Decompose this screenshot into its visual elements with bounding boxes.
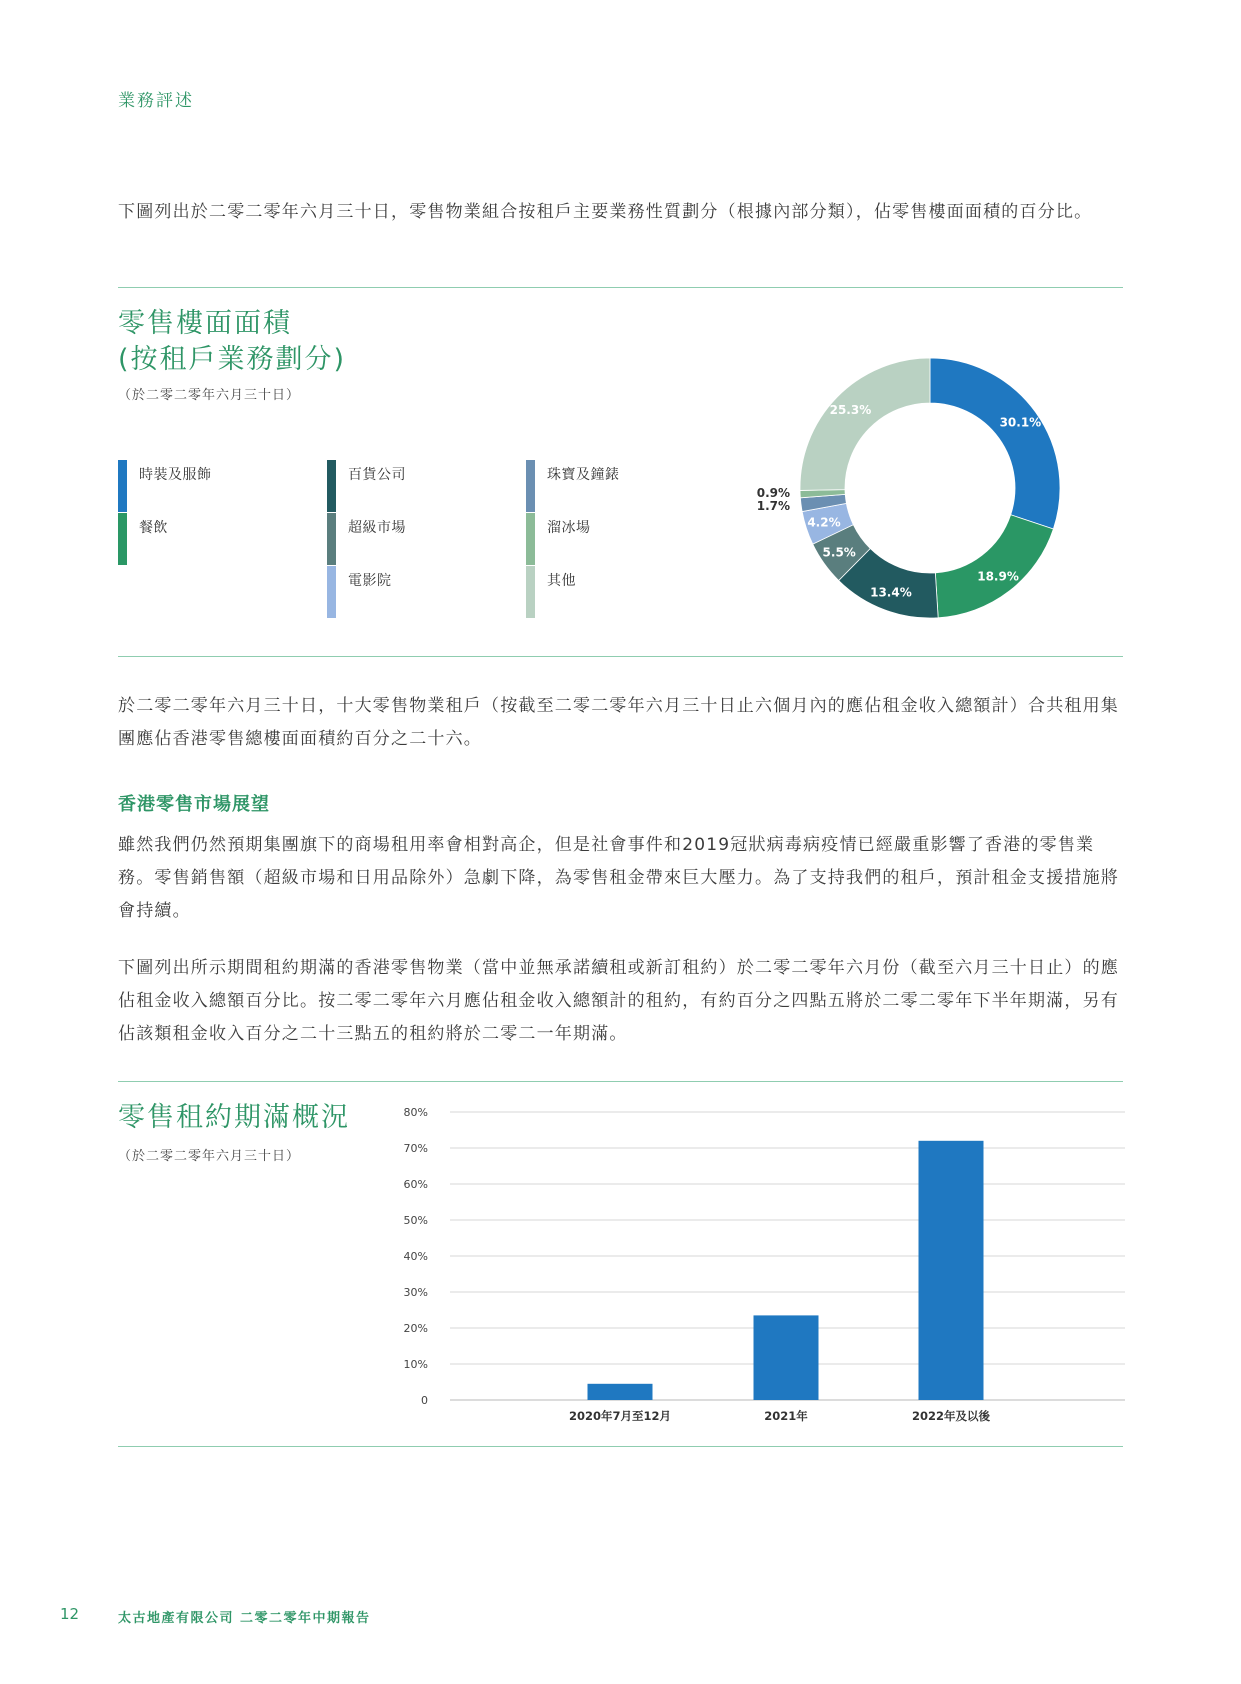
legend-label: 電影院 (348, 573, 392, 589)
y-tick-label: 50% (403, 1214, 428, 1227)
divider-bar-bottom (118, 1446, 1123, 1447)
donut-title-line2: (按租戶業務劃分) (118, 344, 347, 375)
y-tick-label: 30% (403, 1286, 428, 1299)
donut-slice-label: 18.9% (977, 569, 1019, 584)
y-tick-label: 60% (403, 1178, 428, 1191)
donut-title-line1: 零售樓面面積 (118, 308, 292, 339)
legend-label: 時裝及服飾 (139, 467, 212, 483)
donut-slice (935, 515, 1053, 618)
donut-slice (930, 358, 1060, 529)
footer-text: 太古地產有限公司 二零二零年中期報告 (118, 1611, 371, 1626)
donut-title (118, 306, 346, 378)
bar (919, 1141, 984, 1400)
x-tick-label: 2021年 (764, 1409, 808, 1423)
legend-label: 溜冰場 (547, 520, 591, 536)
legend-swatch (118, 460, 127, 512)
y-tick-label: 10% (403, 1358, 428, 1371)
bar-title: 零售租約期滿概況 (118, 1102, 350, 1133)
donut-slice-label: 4.2% (807, 515, 841, 530)
x-tick-label: 2022年及以後 (911, 1409, 991, 1423)
divider-bar-top (118, 1081, 1123, 1082)
tenants-paragraph: 於二零二零年六月三十日，十大零售物業租戶（按截至二零二零年六月三十日止六個月內的應佔租金收入總額計）合共租用集團應佔香港零售總樓面面積約百分之二十六。 (118, 696, 1119, 749)
donut-slice-label: 1.7% (756, 499, 790, 513)
y-tick-label: 20% (403, 1322, 428, 1335)
donut-chart (740, 340, 1070, 640)
section-header: 業務評述 (118, 91, 194, 111)
donut-subtitle: （於二零二零年六月三十日） (118, 388, 301, 403)
outlook-paragraph-2: 下圖列出所示期間租約期滿的香港零售物業（當中並無承諾續租或新訂租約）於二零二零年六月份（截至六月三十日止）的應佔租金收入總額百分比。按二零二零年六月應佔租金收入總額計的租約，有約百分之四點五將於二零二零年下半年期滿，另有佔該類租金收入百分之二十三點五的租約將於二零二一年期滿。 (118, 958, 1119, 1044)
donut-slice-label: 13.4% (870, 585, 912, 600)
y-tick-label: 0 (421, 1394, 428, 1407)
y-tick-label: 40% (403, 1250, 428, 1263)
donut-slice-label: 0.9% (756, 486, 790, 500)
legend-label: 其他 (547, 573, 576, 589)
bar (588, 1384, 653, 1400)
outlook-heading: 香港零售市場展望 (118, 794, 270, 815)
donut-slice-label: 5.5% (822, 545, 856, 560)
intro-paragraph: 下圖列出於二零二零年六月三十日，零售物業組合按租戶主要業務性質劃分（根據內部分類），佔零售樓面面積的百分比。 (118, 202, 1093, 222)
legend-swatch (118, 513, 127, 565)
donut-slice (800, 358, 930, 490)
legend-label: 珠寶及鐘錶 (547, 467, 620, 483)
legend-swatch (526, 460, 535, 512)
x-tick-label: 2020年7月至12月 (568, 1409, 672, 1423)
legend-label: 超級市場 (348, 520, 406, 536)
divider-mid (118, 656, 1123, 657)
legend-swatch (526, 513, 535, 565)
legend-swatch (327, 460, 336, 512)
legend-label: 百貨公司 (348, 467, 406, 483)
bar-chart (403, 1095, 1130, 1430)
donut-legend (118, 460, 718, 620)
donut-slice-label: 25.3% (829, 402, 872, 417)
page-number: 12 (60, 1605, 80, 1623)
bar-subtitle: （於二零二零年六月三十日） (118, 1149, 301, 1164)
legend-swatch (526, 566, 535, 618)
legend-swatch (327, 513, 336, 565)
outlook-paragraph-1: 雖然我們仍然預期集團旗下的商場租用率會相對高企，但是社會事件和2019冠狀病毒病疫情已經嚴重影響了香港的零售業務。零售銷售額（超級市場和日用品除外）急劇下降，為零售租金帶來巨大壓力。為了支持我們的租戶，預計租金支援措施將會持續。 (118, 835, 1119, 921)
bar (754, 1315, 819, 1400)
donut-slice-label: 30.1% (999, 415, 1042, 430)
legend-swatch (327, 566, 336, 618)
y-tick-label: 80% (403, 1106, 428, 1119)
legend-label: 餐飲 (139, 520, 168, 536)
divider-top (118, 287, 1123, 288)
y-tick-label: 70% (403, 1142, 428, 1155)
